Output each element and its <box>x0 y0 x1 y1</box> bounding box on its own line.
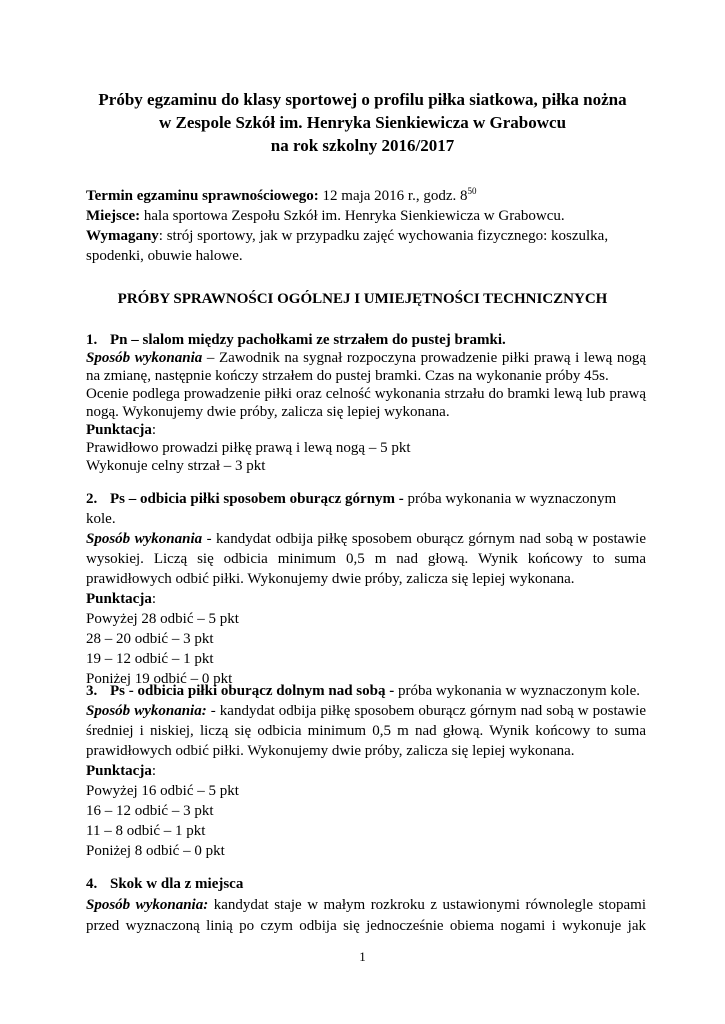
test-method: Sposób wykonania: - kandydat odbija piłkę sposobem oburącz górnym nad sobą w postawie średniej i niskiej, liczą się odbicia minimum 0,5 m nad głową. Wynik końcowy to suma prawidłowych odbić piłki. Wykonujemy dwie próby, zalicza się lepiej wykonana. <box>86 703 646 759</box>
exam-requirements: Wymagany: strój sportowy, jak w przypadku zajęć wychowania fizycznego: koszulka, spodenki, obuwie halowe. <box>86 228 609 264</box>
exam-date: Termin egzaminu sprawnościowego: 12 maja 2016 r., godz. $8^{50}$ <box>86 186 477 204</box>
exam-place: Miejsce: hala sportowa Zespołu Szkół im. Henryka Sienkiewicza w Grabowcu. <box>86 208 565 224</box>
page-number: 1 <box>359 949 366 964</box>
test-4 <box>86 874 646 937</box>
points-item: 19 – 12 odbić – 1 pkt <box>86 651 214 667</box>
points-item: Poniżej 8 odbić – 0 pkt <box>86 843 225 859</box>
points-label: Punktacja: <box>86 591 157 607</box>
test-method: Sposób wykonania - kandydat odbija piłkę sposobem oburącz górnym nad sobą w postawie wysokiej. Liczą się odbicia minimum 0,5 m nad głową. Wynik końcowy to suma prawidłowych odbić piłki. Wykonujemy dwie próby, zalicza się lepiej wykonana. <box>86 531 646 587</box>
exam-info <box>86 186 646 266</box>
points-item: 16 – 12 odbić – 3 pkt <box>86 803 214 819</box>
points-item: 11 – 8 odbić – 1 pkt <box>86 823 206 839</box>
test-extra-note: Ocenie podlega prowadzenie piłki oraz celność wykonania strzału do bramki lewą lub prawą nogą. Wykonujemy dwie próby, zalicza się lepiej wykonana. <box>86 386 646 420</box>
test-method: Sposób wykonania: kandydat staje w małym rozkroku z ustawionymi równolegle stopami przed wyznaczoną linią po czym odbija się jednocześnie obiema nogami i wykonuje jak <box>86 897 646 934</box>
title-line-3: na rok szkolny 2016/2017 <box>270 136 455 155</box>
test-title: 1. Pn – slalom między pachołkami ze strzałem do pustej bramki. <box>86 332 506 348</box>
points-label: Punktacja: <box>86 422 157 438</box>
test-title: 2. Ps – odbicia piłki sposobem oburącz górnym - próba wykonania w wyznaczonym kole. <box>86 491 617 527</box>
test-title: 4. Skok w dla z miejsca <box>86 876 244 892</box>
title-line-2: w Zespole Szkół im. Henryka Sienkiewicza w Grabowcu <box>158 113 567 132</box>
points-label: Punktacja: <box>86 763 157 779</box>
section-heading: PRÓBY SPRAWNOŚCI OGÓLNEJ I UMIEJĘTNOŚCI TECHNICZNYCH <box>117 291 608 307</box>
points-item: Powyżej 28 odbić – 5 pkt <box>86 611 239 627</box>
document-title <box>60 88 665 157</box>
test-title: 3. Ps - odbicia piłki oburącz dolnym nad sobą - próba wykonania w wyznaczonym kole. <box>86 683 640 699</box>
points-item: Poniżej 19 odbić – 0 pkt <box>86 671 233 687</box>
test-method: Sposób wykonania – Zawodnik na sygnał rozpoczyna prowadzenie piłki prawą i lewą nogą na zmianę, następnie kończy strzałem do pustej bramki. Czas na wykonanie próby 45s. <box>86 350 646 384</box>
points-item: Wykonuje celny strzał – 3 pkt <box>86 458 266 474</box>
test-3 <box>86 681 646 861</box>
points-item: 28 – 20 odbić – 3 pkt <box>86 631 214 647</box>
points-item: Powyżej 16 odbić – 5 pkt <box>86 783 239 799</box>
test-1 <box>86 331 646 475</box>
points-item: Prawidłowo prowadzi piłkę prawą i lewą nogą – 5 pkt <box>86 440 411 456</box>
test-2 <box>86 489 646 689</box>
title-line-1: Próby egzaminu do klasy sportowej o profilu piłka siatkowa, piłka nożna <box>98 90 627 109</box>
